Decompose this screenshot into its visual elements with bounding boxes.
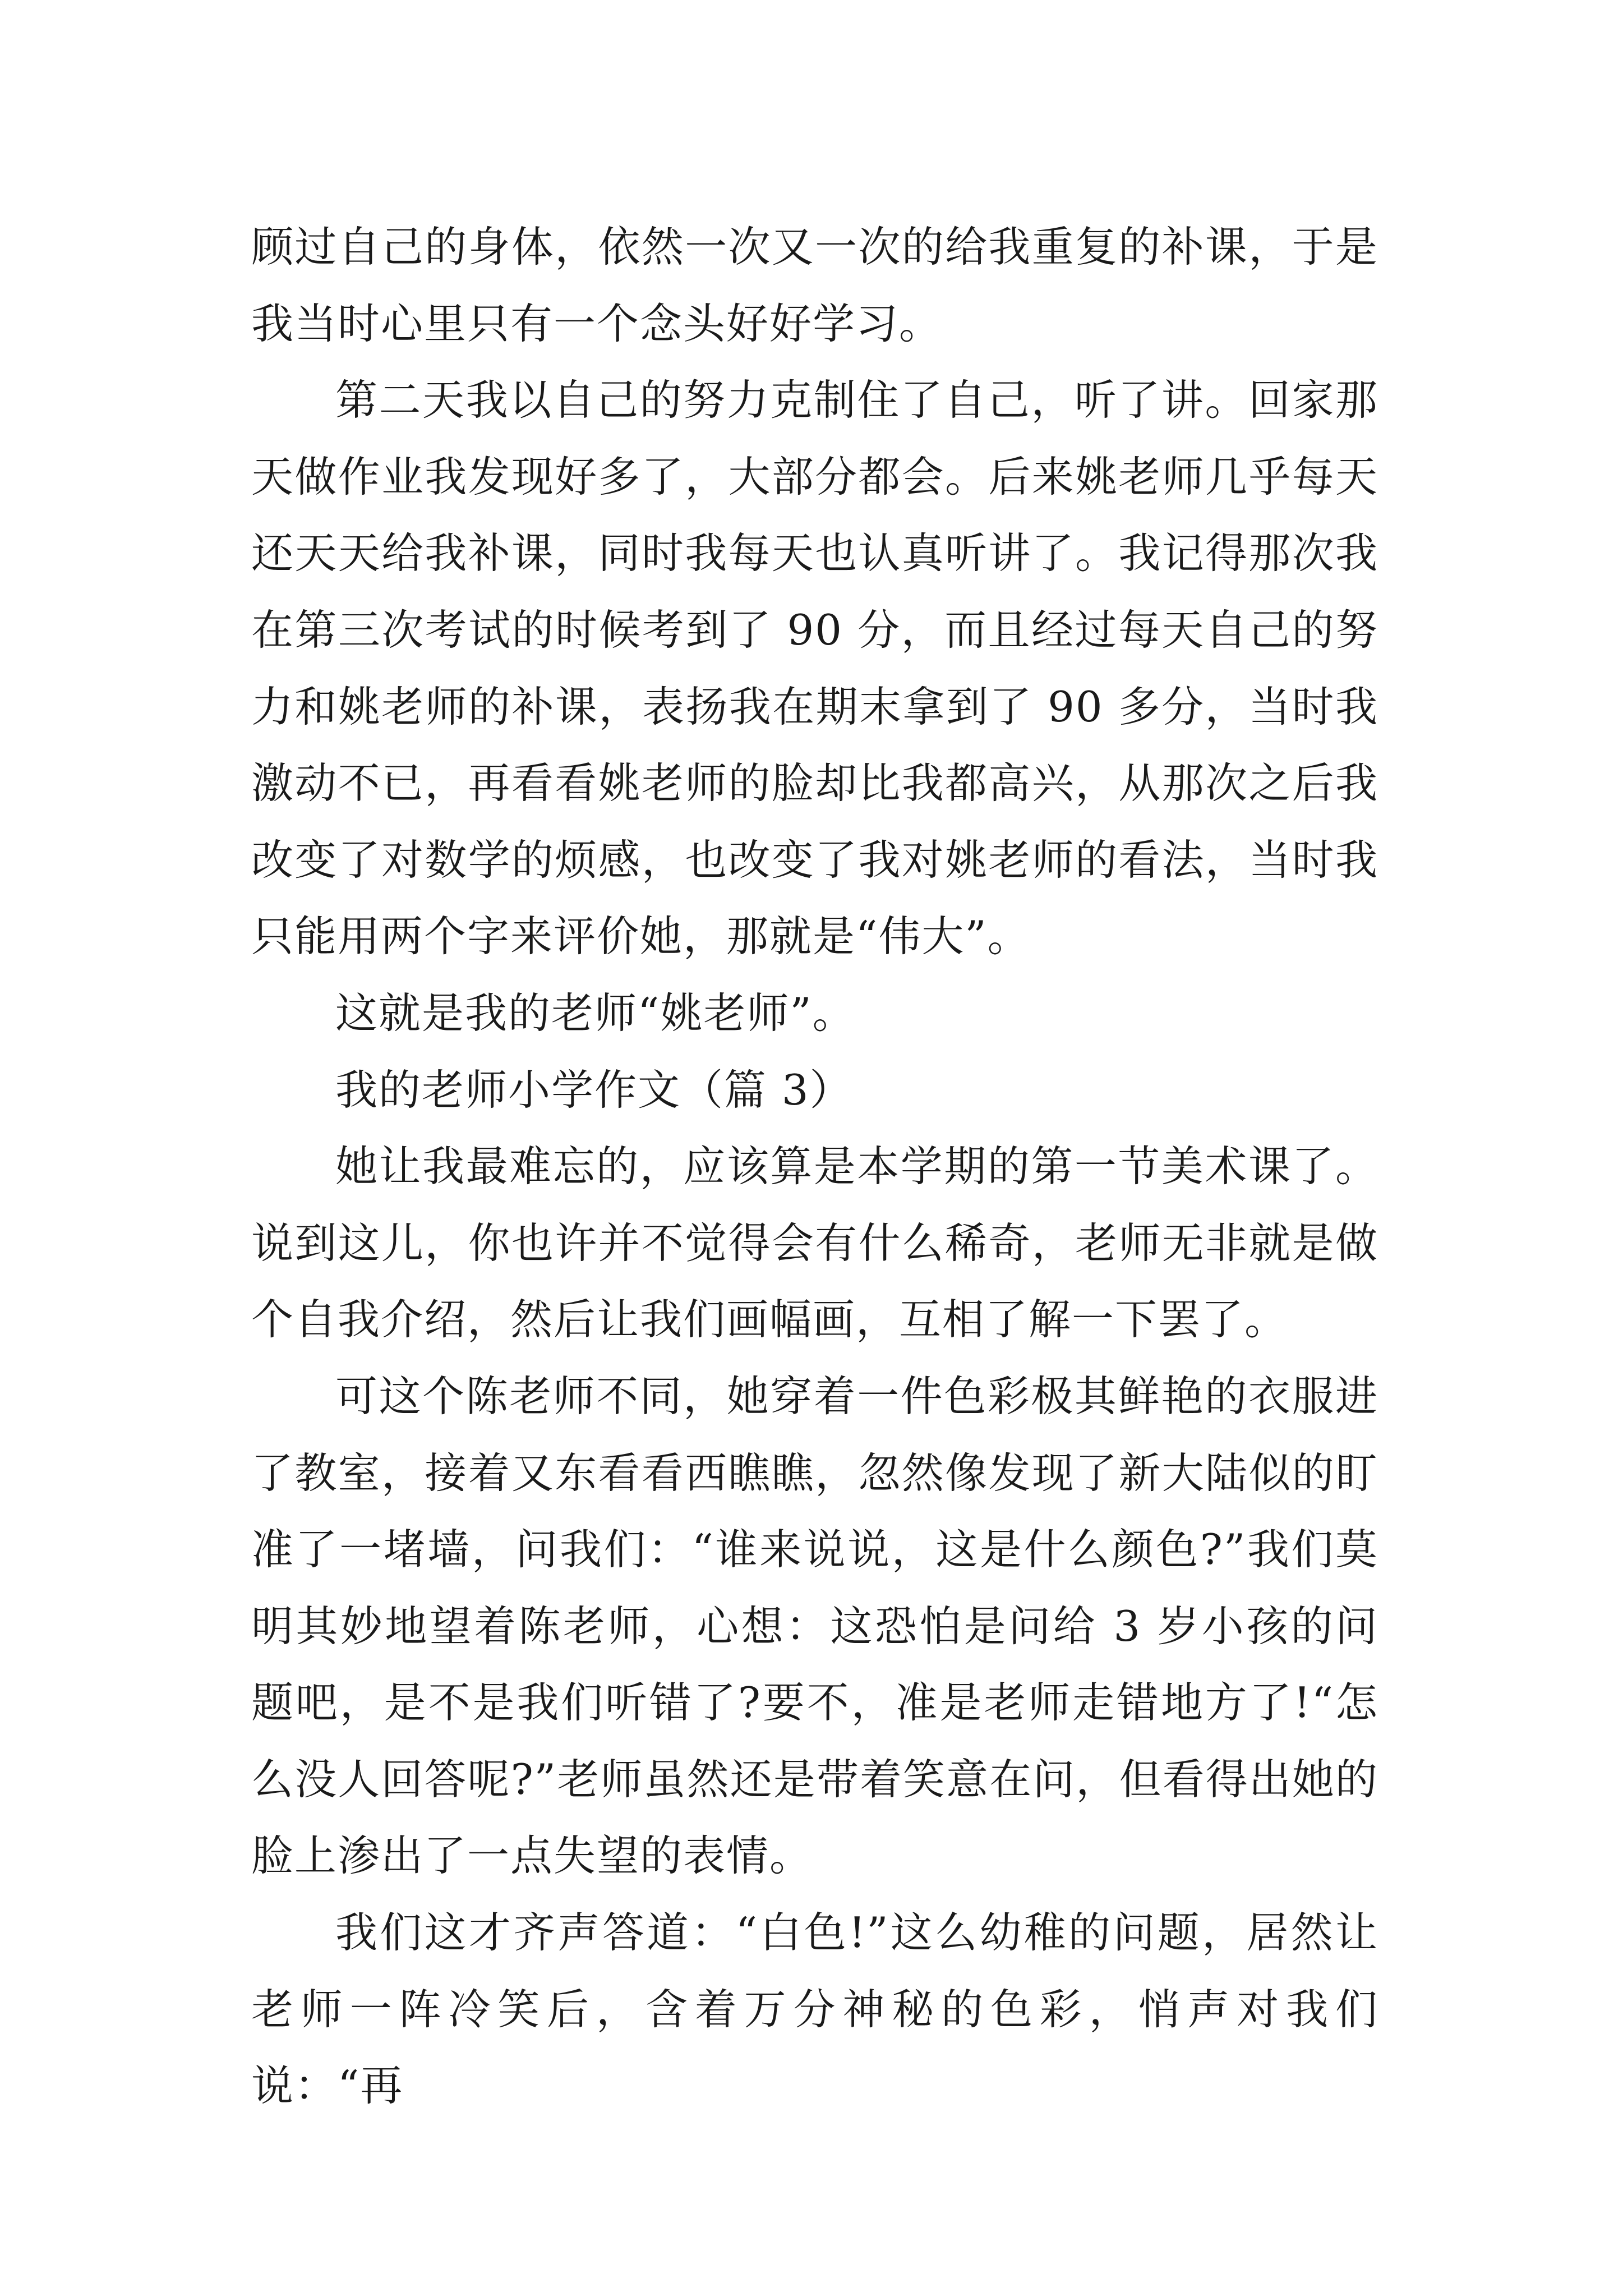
paragraph-6: 我们这才齐声答道：“白色!”这么幼稚的问题，居然让老师一阵冷笑后，含着万分神秘的色彩，悄声对我们说：“再 <box>251 1908 1378 2111</box>
document-body <box>251 209 1378 2124</box>
paragraph-4: 她让我最难忘的，应该算是本学期的第一节美术课了。说到这儿，你也许并不觉得会有什么稀奇，老师无非就是做个自我介绍，然后让我们画幅画，互相了解一下罢了。 <box>251 1142 1378 1345</box>
paragraph-5: 可这个陈老师不同，她穿着一件色彩极其鲜艳的衣服进了教室，接着又东看看西瞧瞧，忽然像发现了新大陆似的盯准了一堵墙，问我们：“谁来说说，这是什么颜色?”我们莫明其妙地望着陈老师，心想：这恐怕是问给 3 岁小孩的问题吧，是不是我们听错了?要不，准是老师走错地方了!“怎么没人回答呢?”老师虽然还是带着笑意在问，但看得出她的脸上渗出了一点失望的表情。 <box>251 1371 1378 1881</box>
paragraph-3: 这就是我的老师“姚老师”。 <box>335 988 856 1038</box>
paragraph-1: 顾过自己的身体，依然一次又一次的给我重复的补课，于是我当时心里只有一个念头好好学习。 <box>251 222 1378 348</box>
paragraph-2: 第二天我以自己的努力克制住了自己，听了讲。回家那天做作业我发现好多了，大部分都会。后来姚老师几乎每天还天天给我补课，同时我每天也认真听讲了。我记得那次我在第三次考试的时候考到了 90 分，而且经过每天自己的努力和姚老师的补课，表扬我在期末拿到了 90 多分，当时我激动不已，再看看姚老师的脸却比我都高兴，从那次之后我改变了对数学的烦感，也改变了我对姚老师的看法，当时我只能用两个字来评价她，那就是“伟大”。 <box>251 375 1378 961</box>
section-heading: 我的老师小学作文（篇 3） <box>335 1065 853 1115</box>
